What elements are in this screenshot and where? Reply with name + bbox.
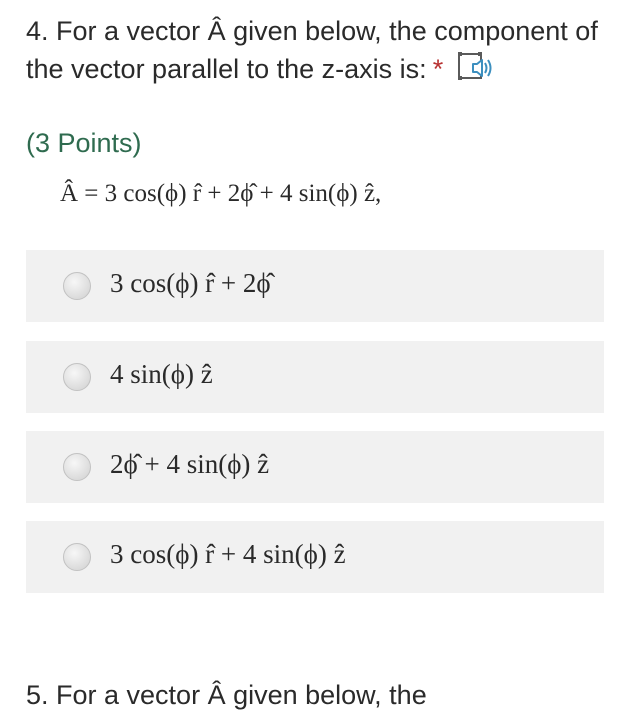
required-marker: * bbox=[432, 54, 444, 84]
radio-button[interactable] bbox=[63, 453, 91, 481]
question-equation: Â = 3 cos(ϕ) r̂ + 2ϕ̂ + 4 sin(ϕ) ẑ, bbox=[60, 180, 382, 207]
option-1[interactable] bbox=[26, 250, 604, 322]
radio-button[interactable] bbox=[63, 543, 91, 571]
next-question-partial-text: 5. For a vector Â given below, the bbox=[26, 680, 427, 710]
question-text: 4. For a vector Â given below, the component of the vector parallel to the z-axis is: bbox=[26, 16, 598, 84]
radio-button[interactable] bbox=[63, 272, 91, 300]
question-text-block bbox=[26, 12, 606, 88]
option-label[interactable]: 3 cos(ϕ) r̂ + 2ϕ̂ bbox=[110, 268, 271, 298]
radio-button[interactable] bbox=[63, 363, 91, 391]
question-points: (3 Points) bbox=[26, 128, 142, 158]
option-4[interactable] bbox=[26, 521, 604, 593]
option-label[interactable]: 4 sin(ϕ) ẑ bbox=[110, 359, 213, 389]
speaker-read-aloud-icon[interactable] bbox=[457, 51, 497, 83]
option-label[interactable]: 3 cos(ϕ) r̂ + 4 sin(ϕ) ẑ bbox=[110, 539, 346, 569]
option-3[interactable] bbox=[26, 431, 604, 503]
option-label[interactable]: 2ϕ̂ + 4 sin(ϕ) ẑ bbox=[110, 449, 270, 479]
option-2[interactable] bbox=[26, 341, 604, 413]
